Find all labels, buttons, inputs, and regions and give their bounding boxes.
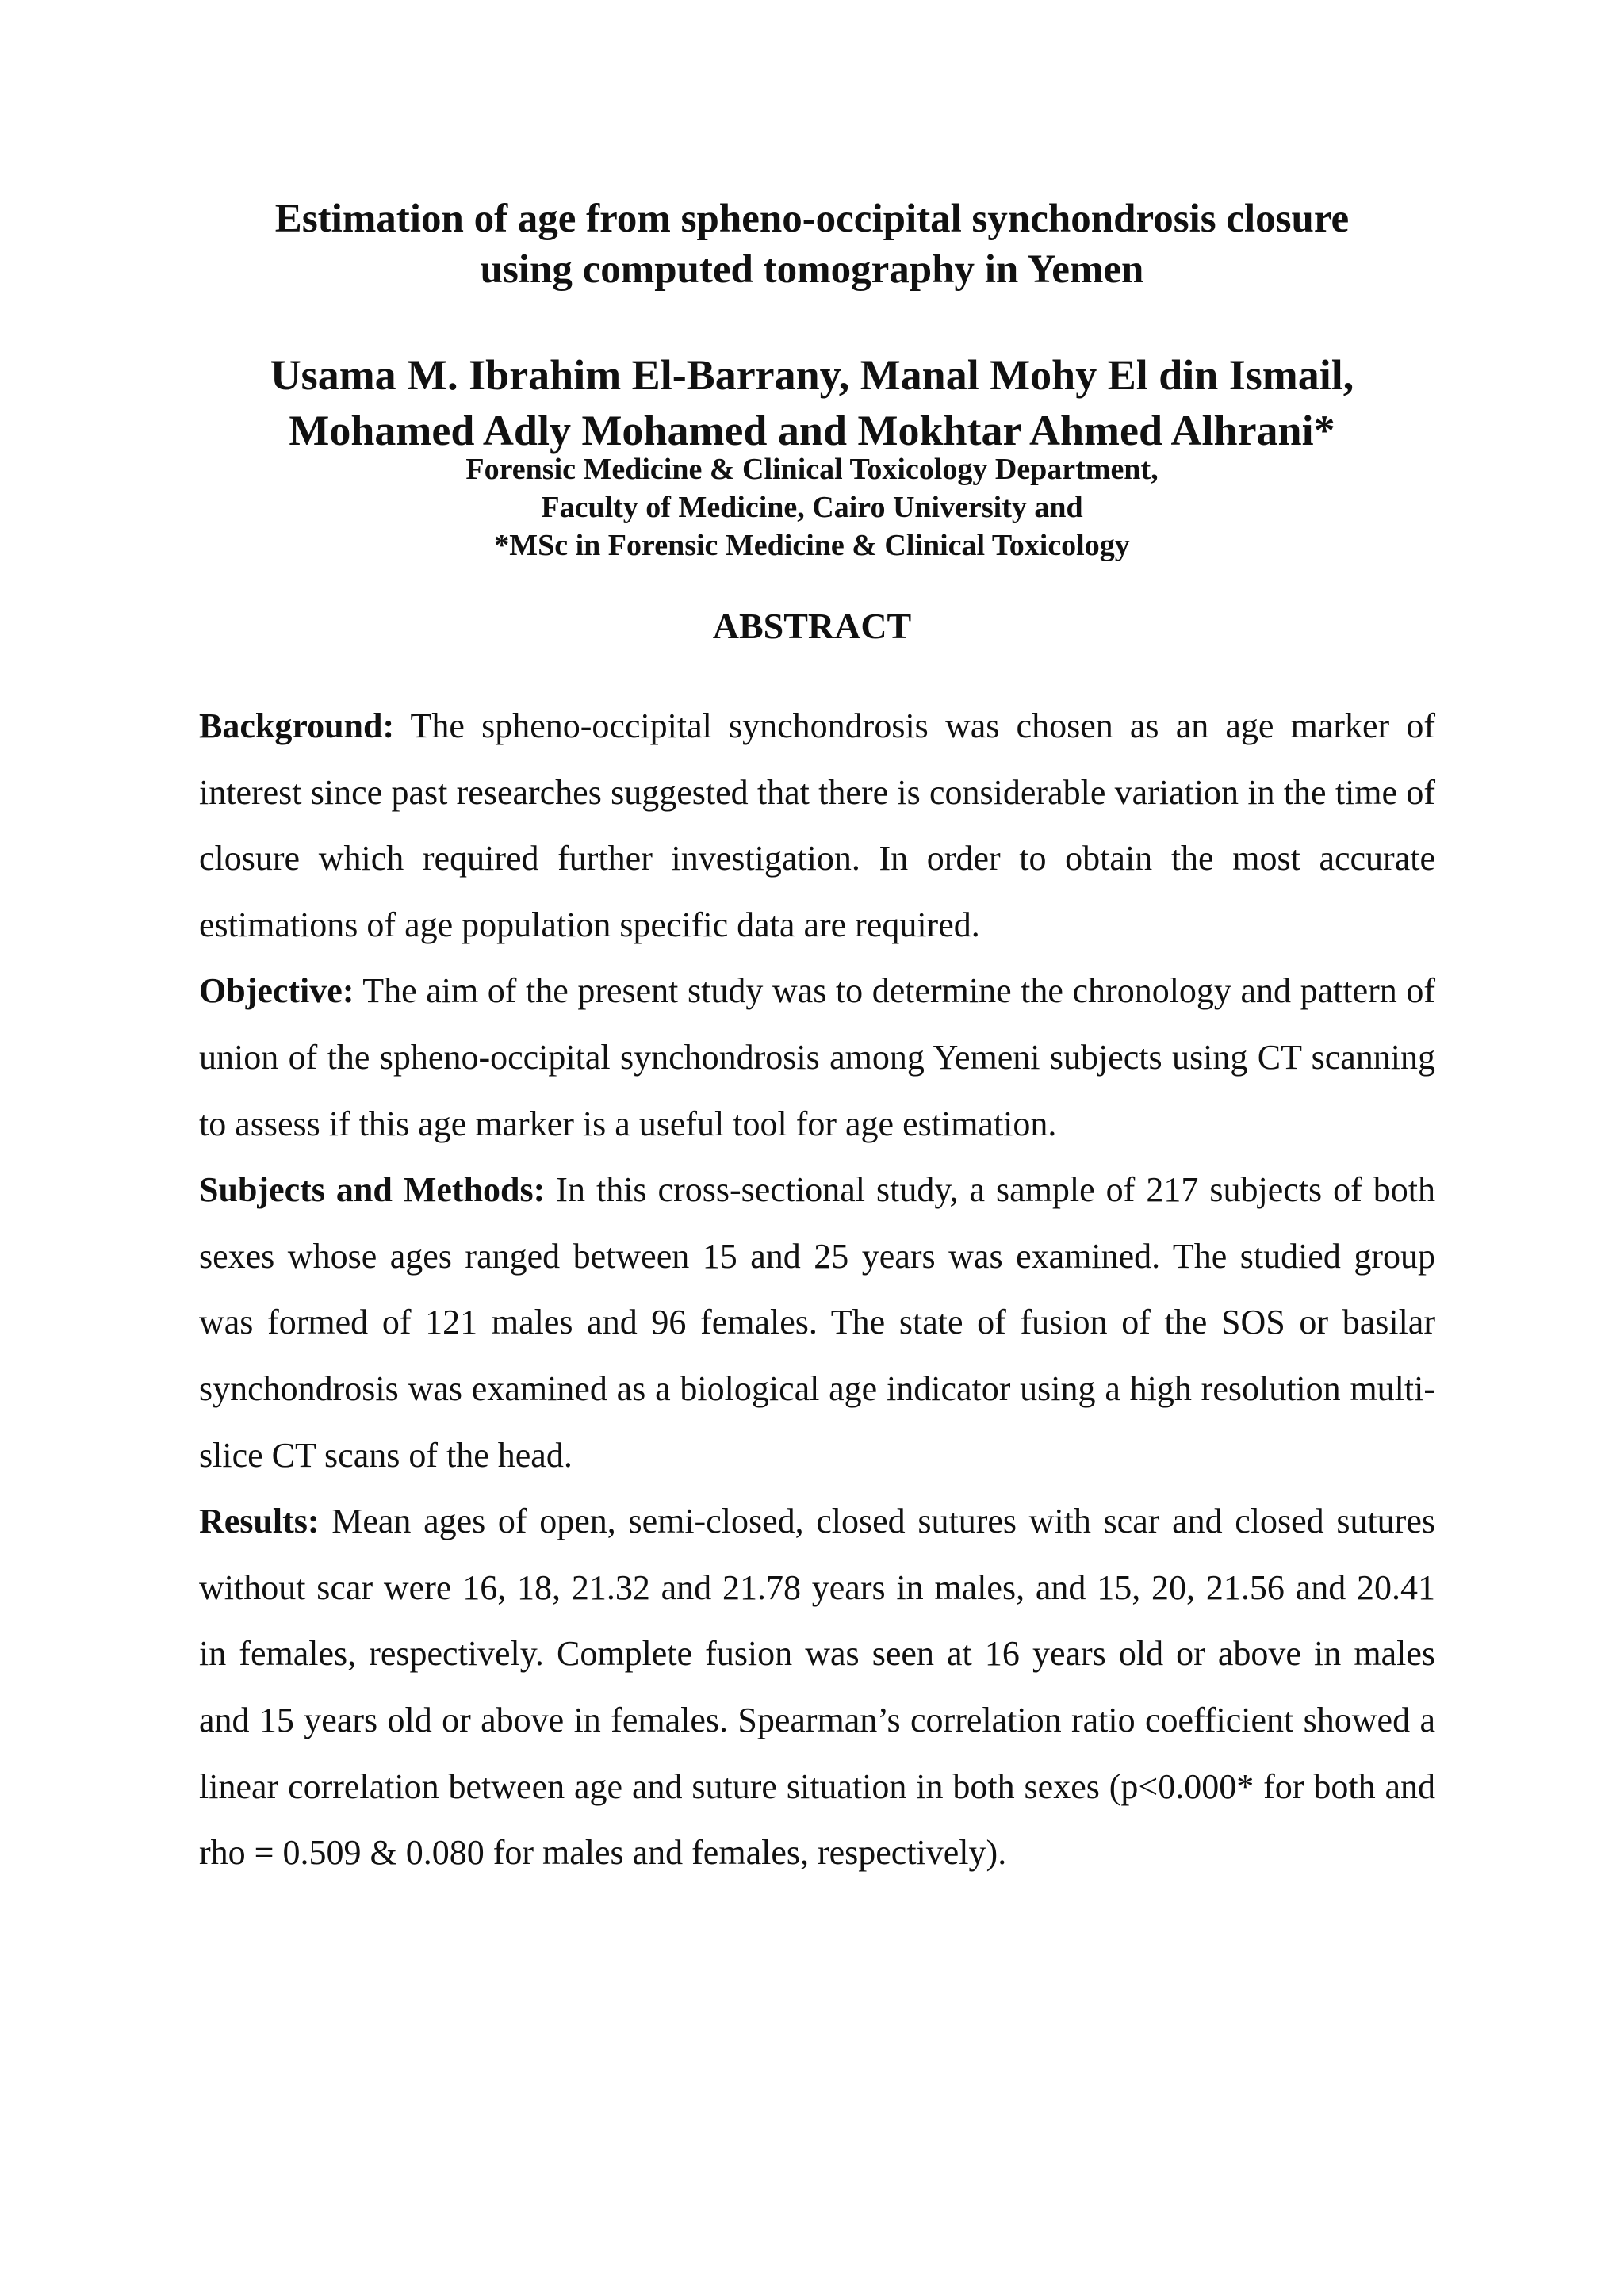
section-text: The spheno-occipital synchondrosis was chosen as an age marker of interest since past researches suggested that there is considerable variation in the time of closure which required further investigation. In order to obtain the most accurate estimations of age population specific data are required.	[199, 706, 1435, 944]
affiliation-line: Forensic Medicine & Clinical Toxicology Department,	[465, 453, 1159, 486]
paper-title	[127, 193, 1497, 295]
section-text: Mean ages of open, semi-closed, closed sutures with scar and closed sutures without scar were 16, 18, 21.32 and 21.78 years in males, and 15, 20, 21.56 and 20.41 in females, respectively. Complete fusion was seen at 16 years old or above in males and 15 years old or above in females. Spearman’s correlation ratio coefficient showed a linear correlation between age and suture situation in both sexes (p<0.000* for both and rho = 0.509 & 0.080 for males and females, respectively).	[199, 1502, 1435, 1873]
affiliation-line: *MSc in Forensic Medicine & Clinical Toxicology	[494, 529, 1130, 562]
abstract-paragraph-background	[199, 693, 1435, 958]
abstract-body	[199, 693, 1435, 1886]
section-label: Objective:	[199, 971, 354, 1011]
abstract-paragraph-results	[199, 1488, 1435, 1886]
abstract-heading: ABSTRACT	[712, 606, 912, 646]
abstract-paragraph-methods	[199, 1157, 1435, 1488]
section-label: Results:	[199, 1502, 320, 1541]
affiliation-line: Faculty of Medicine, Cairo University and	[541, 491, 1083, 524]
section-text: The aim of the present study was to determine the chronology and pattern of union of the spheno-occipital synchondrosis among Yemeni subjects using CT scanning to assess if this age marker is a useful tool for age estimation.	[199, 971, 1435, 1143]
author-line: Mohamed Adly Mohamed and Mokhtar Ahmed Alhrani*	[289, 407, 1335, 454]
author-list	[127, 347, 1497, 458]
abstract-paragraph-objective	[199, 958, 1435, 1157]
section-label: Subjects and Methods:	[199, 1170, 546, 1210]
title-line: Estimation of age from spheno-occipital synchondrosis closure	[274, 197, 1350, 241]
title-line: using computed tomography in Yemen	[480, 247, 1144, 292]
section-text: In this cross-sectional study, a sample of 217 subjects of both sexes whose ages ranged between 15 and 25 years was examined. The studied group was formed of 121 males and 96 females. The state of fusion of the SOS or basilar synchondrosis was examined as a biological age indicator using a high resolution multi-slice CT scans of the head.	[199, 1170, 1435, 1475]
author-line: Usama M. Ibrahim El-Barrany, Manal Mohy El din Ismail,	[270, 351, 1354, 399]
affiliation	[127, 450, 1497, 564]
section-label: Background:	[199, 706, 395, 745]
